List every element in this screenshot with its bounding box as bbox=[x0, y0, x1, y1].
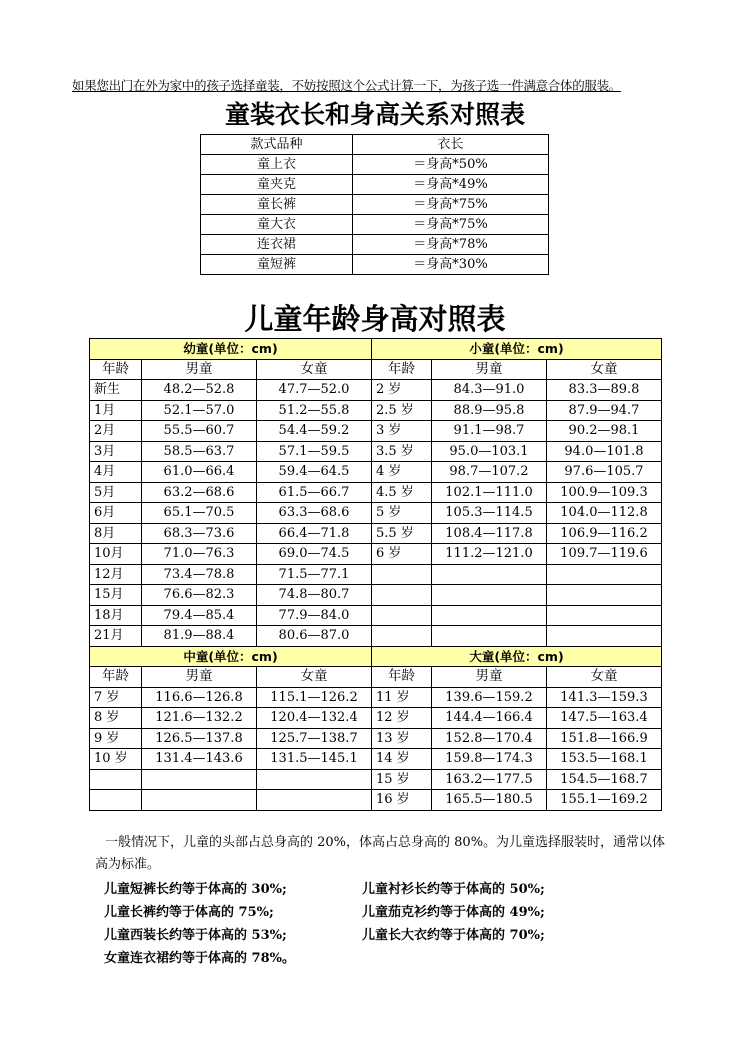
boys-range-cell: 116.6—126.8 bbox=[142, 687, 257, 708]
boys-range-cell: 126.5—137.8 bbox=[142, 728, 257, 749]
girls-range-cell: 61.5—66.7 bbox=[257, 482, 372, 503]
table-row bbox=[90, 380, 662, 401]
table-row bbox=[90, 482, 662, 503]
girls-range-cell: 155.1—169.2 bbox=[547, 790, 662, 811]
age-cell: 3 岁 bbox=[372, 421, 432, 442]
girls-range-cell bbox=[547, 585, 662, 606]
rule-item: 儿童衬衫长约等于体高的 50%; bbox=[362, 882, 545, 897]
rule-item: 儿童短裤长约等于体高的 30%; bbox=[104, 882, 287, 897]
girls-range-cell: 57.1—59.5 bbox=[257, 441, 372, 462]
girls-range-cell bbox=[547, 605, 662, 626]
rules-row bbox=[104, 878, 664, 901]
formula-cell: ＝身高*75% bbox=[353, 195, 549, 215]
girls-range-cell: 71.5—77.1 bbox=[257, 564, 372, 585]
col-age: 年龄 bbox=[372, 667, 432, 688]
age-cell: 新生 bbox=[90, 380, 142, 401]
girls-range-cell: 83.3—89.8 bbox=[547, 380, 662, 401]
girls-range-cell: 153.5—168.1 bbox=[547, 749, 662, 770]
boys-range-cell: 76.6—82.3 bbox=[142, 585, 257, 606]
age-cell bbox=[90, 769, 142, 790]
length-height-table bbox=[200, 134, 549, 275]
table-row bbox=[90, 462, 662, 483]
girls-range-cell: 74.8—80.7 bbox=[257, 585, 372, 606]
col-boys: 男童 bbox=[142, 667, 257, 688]
table-row bbox=[201, 175, 549, 195]
age-cell: 7 岁 bbox=[90, 687, 142, 708]
table-row bbox=[90, 544, 662, 565]
girls-range-cell bbox=[257, 790, 372, 811]
table-row bbox=[90, 769, 662, 790]
boys-range-cell: 79.4—85.4 bbox=[142, 605, 257, 626]
boys-range-cell: 159.8—174.3 bbox=[432, 749, 547, 770]
age-cell: 16 岁 bbox=[372, 790, 432, 811]
boys-range-cell bbox=[142, 790, 257, 811]
age-cell: 14 岁 bbox=[372, 749, 432, 770]
boys-range-cell: 111.2—121.0 bbox=[432, 544, 547, 565]
style-cell: 童上衣 bbox=[201, 155, 353, 175]
boys-range-cell bbox=[432, 585, 547, 606]
girls-range-cell bbox=[257, 769, 372, 790]
boys-range-cell: 58.5—63.7 bbox=[142, 441, 257, 462]
group-child: 中童(单位：cm) bbox=[90, 646, 372, 667]
age-cell: 10月 bbox=[90, 544, 142, 565]
boys-range-cell: 63.2—68.6 bbox=[142, 482, 257, 503]
boys-range-cell: 88.9—95.8 bbox=[432, 400, 547, 421]
age-cell: 18月 bbox=[90, 605, 142, 626]
table-row bbox=[90, 728, 662, 749]
rule-item: 儿童长裤约等于体高的 75%; bbox=[104, 905, 274, 920]
group-toddler: 小童(单位：cm) bbox=[372, 339, 662, 360]
girls-range-cell: 154.5—168.7 bbox=[547, 769, 662, 790]
girls-range-cell: 106.9—116.2 bbox=[547, 523, 662, 544]
age-cell: 15 岁 bbox=[372, 769, 432, 790]
rule-item: 儿童西装长约等于体高的 53%; bbox=[104, 928, 287, 943]
boys-range-cell: 152.8—170.4 bbox=[432, 728, 547, 749]
age-cell: 2.5 岁 bbox=[372, 400, 432, 421]
age-cell: 5 岁 bbox=[372, 503, 432, 524]
age-cell: 4.5 岁 bbox=[372, 482, 432, 503]
table-row bbox=[90, 749, 662, 770]
col-age: 年龄 bbox=[90, 359, 142, 380]
girls-range-cell: 77.9—84.0 bbox=[257, 605, 372, 626]
girls-range-cell bbox=[547, 564, 662, 585]
table-row bbox=[90, 708, 662, 729]
girls-range-cell: 109.7—119.6 bbox=[547, 544, 662, 565]
age-cell: 9 岁 bbox=[90, 728, 142, 749]
age-cell: 3月 bbox=[90, 441, 142, 462]
age-cell: 4 岁 bbox=[372, 462, 432, 483]
girls-range-cell: 80.6—87.0 bbox=[257, 626, 372, 647]
boys-range-cell: 91.1—98.7 bbox=[432, 421, 547, 442]
age-cell: 15月 bbox=[90, 585, 142, 606]
group-header-row bbox=[90, 339, 662, 360]
group-infant: 幼童(单位：cm) bbox=[90, 339, 372, 360]
table-row bbox=[90, 441, 662, 462]
table-row bbox=[90, 585, 662, 606]
age-cell: 8月 bbox=[90, 523, 142, 544]
girls-range-cell: 90.2—98.1 bbox=[547, 421, 662, 442]
table-row bbox=[201, 215, 549, 235]
table-row bbox=[90, 605, 662, 626]
formula-cell: ＝身高*78% bbox=[353, 235, 549, 255]
col-boys: 男童 bbox=[432, 667, 547, 688]
girls-range-cell: 100.9—109.3 bbox=[547, 482, 662, 503]
boys-range-cell: 81.9—88.4 bbox=[142, 626, 257, 647]
col-age: 年龄 bbox=[90, 667, 142, 688]
boys-range-cell: 84.3—91.0 bbox=[432, 380, 547, 401]
table1-title: 童装衣长和身高关系对照表 bbox=[224, 100, 525, 129]
style-cell: 连衣裙 bbox=[201, 235, 353, 255]
girls-range-cell: 120.4—132.4 bbox=[257, 708, 372, 729]
girls-range-cell: 151.8—166.9 bbox=[547, 728, 662, 749]
intro-text: 如果您出门在外为家中的孩子选择童装，不妨按照这个公式计算一下，为孩子选一件满意合体的服装。 bbox=[72, 78, 622, 93]
boys-range-cell: 71.0—76.3 bbox=[142, 544, 257, 565]
girls-range-cell: 59.4—64.5 bbox=[257, 462, 372, 483]
boys-range-cell: 121.6—132.2 bbox=[142, 708, 257, 729]
table-row bbox=[90, 564, 662, 585]
age-cell: 12 岁 bbox=[372, 708, 432, 729]
col-boys: 男童 bbox=[432, 359, 547, 380]
age-cell: 5.5 岁 bbox=[372, 523, 432, 544]
age-cell: 6 岁 bbox=[372, 544, 432, 565]
rule-item: 儿童茄克衫约等于体高的 49%; bbox=[362, 905, 545, 920]
header-style: 款式品种 bbox=[201, 135, 353, 155]
col-girls: 女童 bbox=[257, 359, 372, 380]
boys-range-cell: 102.1—111.0 bbox=[432, 482, 547, 503]
table-row bbox=[90, 687, 662, 708]
girls-range-cell: 125.7—138.7 bbox=[257, 728, 372, 749]
col-girls: 女童 bbox=[547, 359, 662, 380]
age-cell: 4月 bbox=[90, 462, 142, 483]
age-cell: 8 岁 bbox=[90, 708, 142, 729]
table2-title: 儿童年龄身高对照表 bbox=[244, 302, 506, 336]
rules-list bbox=[104, 878, 664, 970]
boys-range-cell: 144.4—166.4 bbox=[432, 708, 547, 729]
age-cell: 3.5 岁 bbox=[372, 441, 432, 462]
boys-range-cell: 98.7—107.2 bbox=[432, 462, 547, 483]
table-row bbox=[90, 400, 662, 421]
style-cell: 童大衣 bbox=[201, 215, 353, 235]
girls-range-cell: 104.0—112.8 bbox=[547, 503, 662, 524]
col-girls: 女童 bbox=[257, 667, 372, 688]
boys-range-cell bbox=[142, 769, 257, 790]
age-cell: 1月 bbox=[90, 400, 142, 421]
age-cell: 10 岁 bbox=[90, 749, 142, 770]
rules-row bbox=[104, 924, 664, 947]
formula-cell: ＝身高*50% bbox=[353, 155, 549, 175]
note-paragraph: 一般情况下，儿童的头部占总身高的 20%，体高占总身高的 80%。为儿童选择服装时，通常以体高为标准。 bbox=[95, 835, 666, 872]
style-cell: 童夹克 bbox=[201, 175, 353, 195]
table-row bbox=[201, 235, 549, 255]
col-boys: 男童 bbox=[142, 359, 257, 380]
age-cell: 21月 bbox=[90, 626, 142, 647]
table-row bbox=[90, 503, 662, 524]
group-teen: 大童(单位：cm) bbox=[372, 646, 662, 667]
table-row bbox=[90, 790, 662, 811]
table-row bbox=[90, 523, 662, 544]
boys-range-cell: 165.5—180.5 bbox=[432, 790, 547, 811]
girls-range-cell: 66.4—71.8 bbox=[257, 523, 372, 544]
girls-range-cell: 131.5—145.1 bbox=[257, 749, 372, 770]
formula-cell: ＝身高*75% bbox=[353, 215, 549, 235]
boys-range-cell: 61.0—66.4 bbox=[142, 462, 257, 483]
group-header-row bbox=[90, 646, 662, 667]
age-cell bbox=[372, 605, 432, 626]
header-length: 衣长 bbox=[353, 135, 549, 155]
boys-range-cell: 131.4—143.6 bbox=[142, 749, 257, 770]
boys-range-cell: 65.1—70.5 bbox=[142, 503, 257, 524]
age-cell: 6月 bbox=[90, 503, 142, 524]
column-header-row bbox=[90, 359, 662, 380]
boys-range-cell: 139.6—159.2 bbox=[432, 687, 547, 708]
age-cell bbox=[372, 585, 432, 606]
table-row bbox=[90, 421, 662, 442]
col-girls: 女童 bbox=[547, 667, 662, 688]
table-row bbox=[90, 626, 662, 647]
boys-range-cell: 108.4—117.8 bbox=[432, 523, 547, 544]
style-cell: 童短裤 bbox=[201, 255, 353, 275]
age-cell: 11 岁 bbox=[372, 687, 432, 708]
col-age: 年龄 bbox=[372, 359, 432, 380]
girls-range-cell bbox=[547, 626, 662, 647]
age-cell: 2月 bbox=[90, 421, 142, 442]
boys-range-cell: 95.0—103.1 bbox=[432, 441, 547, 462]
girls-range-cell: 69.0—74.5 bbox=[257, 544, 372, 565]
age-cell: 5月 bbox=[90, 482, 142, 503]
boys-range-cell: 48.2—52.8 bbox=[142, 380, 257, 401]
column-header-row bbox=[90, 667, 662, 688]
boys-range-cell: 105.3—114.5 bbox=[432, 503, 547, 524]
girls-range-cell: 115.1—126.2 bbox=[257, 687, 372, 708]
table-row bbox=[201, 195, 549, 215]
girls-range-cell: 97.6—105.7 bbox=[547, 462, 662, 483]
girls-range-cell: 141.3—159.3 bbox=[547, 687, 662, 708]
table-header-row bbox=[201, 135, 549, 155]
rules-row bbox=[104, 901, 664, 924]
girls-range-cell: 147.5—163.4 bbox=[547, 708, 662, 729]
boys-range-cell bbox=[432, 626, 547, 647]
age-cell: 12月 bbox=[90, 564, 142, 585]
age-cell bbox=[372, 626, 432, 647]
age-cell bbox=[372, 564, 432, 585]
age-cell bbox=[90, 790, 142, 811]
boys-range-cell: 73.4—78.8 bbox=[142, 564, 257, 585]
rules-row bbox=[104, 947, 664, 970]
age-cell: 2 岁 bbox=[372, 380, 432, 401]
table-row bbox=[201, 155, 549, 175]
formula-cell: ＝身高*49% bbox=[353, 175, 549, 195]
girls-range-cell: 54.4—59.2 bbox=[257, 421, 372, 442]
table-row bbox=[201, 255, 549, 275]
girls-range-cell: 94.0—101.8 bbox=[547, 441, 662, 462]
rule-item: 女童连衣裙约等于体高的 78%。 bbox=[104, 951, 295, 966]
formula-cell: ＝身高*30% bbox=[353, 255, 549, 275]
girls-range-cell: 47.7—52.0 bbox=[257, 380, 372, 401]
boys-range-cell: 163.2—177.5 bbox=[432, 769, 547, 790]
boys-range-cell: 68.3—73.6 bbox=[142, 523, 257, 544]
age-height-table bbox=[89, 338, 662, 811]
girls-range-cell: 63.3—68.6 bbox=[257, 503, 372, 524]
rule-item: 儿童长大衣约等于体高的 70%; bbox=[362, 928, 545, 943]
girls-range-cell: 87.9—94.7 bbox=[547, 400, 662, 421]
age-cell: 13 岁 bbox=[372, 728, 432, 749]
girls-range-cell: 51.2—55.8 bbox=[257, 400, 372, 421]
boys-range-cell: 52.1—57.0 bbox=[142, 400, 257, 421]
boys-range-cell: 55.5—60.7 bbox=[142, 421, 257, 442]
boys-range-cell bbox=[432, 605, 547, 626]
style-cell: 童长裤 bbox=[201, 195, 353, 215]
boys-range-cell bbox=[432, 564, 547, 585]
